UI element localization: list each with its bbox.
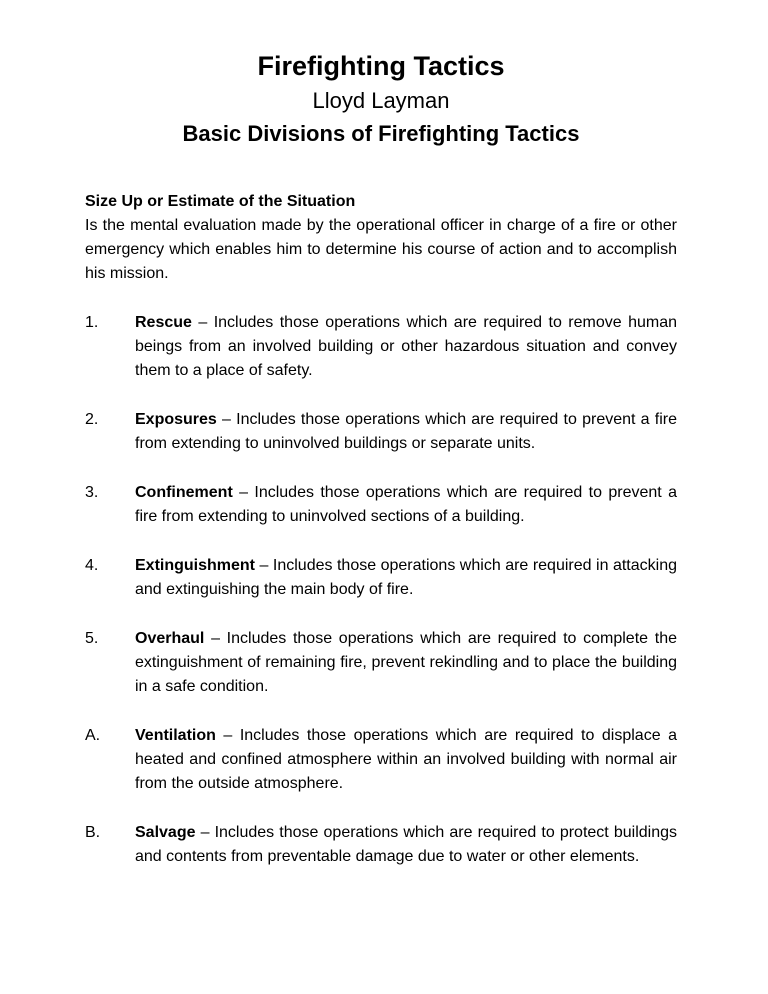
item-text: – Includes those operations which are required to displace a heated and confined atmosphere within an involved building with normal air from the outside atmosphere. [135, 727, 677, 792]
item-text: – Includes those operations which are required to prevent a fire from extending to uninvolved buildings or separate units. [135, 411, 677, 452]
section-heading: Size Up or Estimate of the Situation [85, 193, 356, 210]
item-body [135, 311, 677, 383]
item-marker: 3. [85, 484, 99, 501]
item-marker: 4. [85, 557, 99, 574]
item-body [135, 724, 677, 796]
list-item [85, 481, 677, 529]
item-text: – Includes those operations which are required to protect buildings and contents from preventable damage due to water or other elements. [135, 824, 677, 865]
item-marker: 5. [85, 630, 99, 647]
item-body [135, 554, 677, 602]
list-item [85, 554, 677, 602]
item-term: Confinement [135, 484, 233, 501]
item-term: Exposures [135, 411, 217, 428]
document-author: Lloyd Layman [312, 88, 450, 113]
list-item [85, 311, 677, 383]
item-marker: 2. [85, 411, 99, 428]
item-text: – Includes those operations which are required in attacking and extinguishing the main body of fire. [135, 557, 677, 598]
item-term: Rescue [135, 314, 192, 331]
item-marker: B. [85, 824, 101, 841]
tactics-list [85, 311, 677, 869]
document-page [85, 48, 677, 894]
item-body [135, 408, 677, 456]
list-item [85, 821, 677, 869]
list-item [85, 408, 677, 456]
item-term: Extinguishment [135, 557, 256, 574]
document-subtitle: Basic Divisions of Firefighting Tactics [182, 121, 580, 146]
item-text: – Includes those operations which are required to complete the extinguishment of remaining fire, prevent rekindling and to place the building in a safe condition. [135, 630, 677, 695]
item-term: Salvage [135, 824, 196, 841]
list-item [85, 724, 677, 796]
item-body [135, 821, 677, 869]
item-text: – Includes those operations which are required to prevent a fire from extending to uninvolved sections of a building. [135, 484, 677, 525]
document-title: Firefighting Tactics [257, 51, 505, 81]
item-term: Ventilation [135, 727, 216, 744]
item-text: – Includes those operations which are required to remove human beings from an involved building or other hazardous situation and convey them to a place of safety. [135, 314, 677, 379]
list-item [85, 627, 677, 699]
section-intro: Is the mental evaluation made by the operational officer in charge of a fire or other emergency which enables him to determine his course of action and to accomplish his mission. [85, 217, 677, 282]
item-body [135, 627, 677, 699]
item-marker: A. [85, 727, 101, 744]
item-marker: 1. [85, 314, 99, 331]
item-body [135, 481, 677, 529]
item-term: Overhaul [135, 630, 205, 647]
